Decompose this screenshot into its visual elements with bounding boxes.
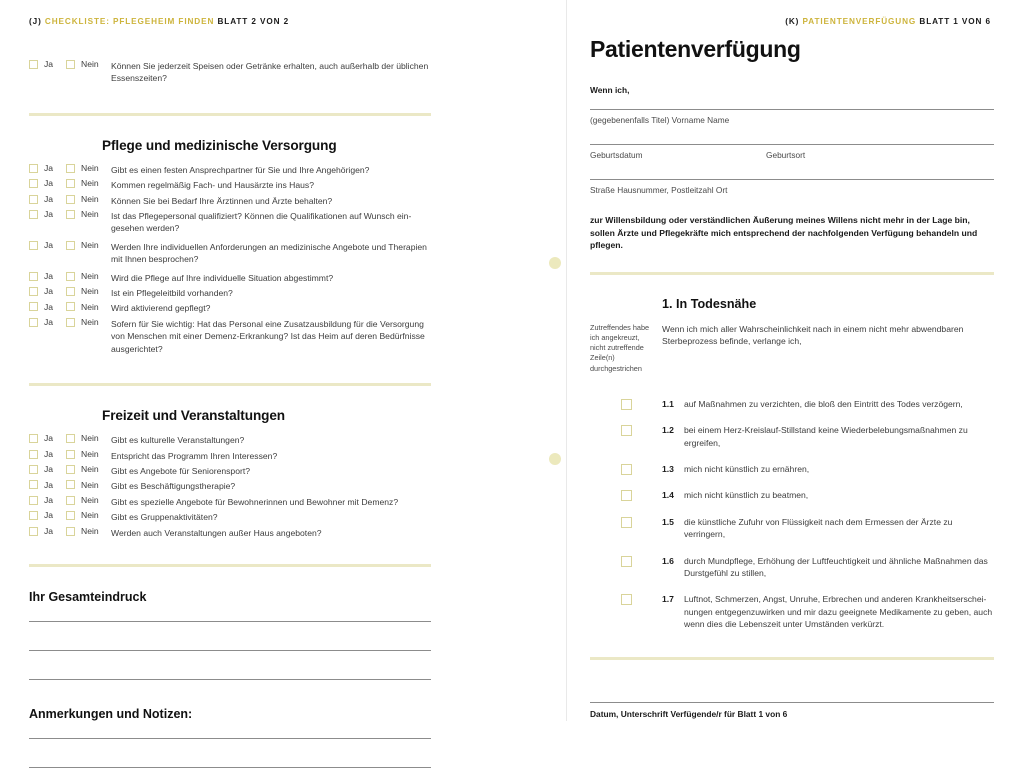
checkbox-nein-icon[interactable] [66, 60, 75, 69]
impression-heading: Ihr Gesamteindruck [29, 589, 147, 604]
left-running-head-sheet: BLATT 2 VON 2 [217, 17, 290, 26]
numbered-items-list [590, 398, 994, 631]
section-pflege-questions [29, 164, 431, 355]
option-ja[interactable] [29, 272, 66, 281]
option-ja[interactable] [29, 527, 66, 536]
option-nein-label: Nein [81, 209, 99, 220]
gutter-dot-icon [549, 453, 561, 465]
option-ja[interactable] [29, 60, 66, 69]
checklist-question-text: Wird die Pflege auf Ihre individuelle Situation abgestimmt? [111, 272, 334, 283]
option-ja[interactable] [29, 210, 66, 219]
checklist-question-text: Ist das Pflegepersonal qualifiziert? Können die Qualifikationen auf Wunsch ein-gesehen werden? [111, 211, 412, 234]
option-nein-label: Nein [81, 59, 99, 70]
option-ja-label: Ja [44, 301, 54, 312]
section-heading-pflege: Pflege und medizinische Versorgung [102, 137, 337, 153]
checkbox-ja-icon[interactable] [29, 195, 38, 204]
option-ja[interactable] [29, 511, 66, 520]
checkbox-nein-icon[interactable] [66, 287, 75, 296]
field-birth[interactable] [590, 144, 994, 160]
option-nein[interactable] [66, 195, 111, 204]
option-ja[interactable] [29, 480, 66, 489]
option-nein[interactable] [66, 241, 111, 250]
spacer [29, 91, 431, 113]
numbered-item-checkbox-cell[interactable] [590, 463, 662, 475]
option-nein[interactable] [66, 480, 111, 489]
checkbox-ja-icon[interactable] [29, 434, 38, 443]
spacer [29, 542, 431, 564]
option-nein[interactable] [66, 527, 111, 536]
option-ja[interactable] [29, 450, 66, 459]
checklist-row[interactable] [29, 511, 431, 523]
numbered-item-checkbox-cell[interactable] [590, 398, 662, 410]
notes-heading: Anmerkungen und Notizen: [29, 706, 193, 721]
option-ja-label: Ja [44, 525, 54, 536]
option-ja-label: Ja [44, 317, 54, 328]
checklist-row[interactable] [29, 287, 431, 299]
footer-divider-wrap [590, 657, 994, 660]
field-caption-geburtsort: Geburtsort [766, 150, 806, 160]
checklist-row[interactable] [29, 241, 431, 266]
option-ja-label: Ja [44, 433, 54, 444]
field-caption: (gegebenenfalls Titel) Vorname Name [590, 115, 730, 125]
checklist-question-text: Ist ein Pflegeleitbild vorhanden? [111, 288, 233, 299]
option-ja[interactable] [29, 241, 66, 250]
option-nein[interactable] [66, 287, 111, 296]
numbered-item-number: 1.7 [662, 594, 674, 605]
option-ja[interactable] [29, 318, 66, 327]
checklist-row[interactable] [29, 450, 431, 462]
checkbox-ja-icon[interactable] [29, 302, 38, 311]
checkbox-icon[interactable] [621, 399, 632, 410]
option-nein[interactable] [66, 318, 111, 327]
spacer [29, 680, 431, 707]
checkbox-nein-icon[interactable] [66, 434, 75, 443]
checkbox-ja-icon[interactable] [29, 450, 38, 459]
option-ja[interactable] [29, 465, 66, 474]
checkbox-ja-icon[interactable] [29, 318, 38, 327]
checklist-question-text: Gibt es kulturelle Veranstaltungen? [111, 435, 245, 446]
numbered-item-number: 1.6 [662, 555, 674, 566]
left-running-head [29, 17, 289, 26]
numbered-item-number: 1.1 [662, 398, 674, 409]
numbered-item-number: 1.4 [662, 490, 674, 501]
checkbox-ja-icon[interactable] [29, 465, 38, 474]
numbered-item-row[interactable] [590, 489, 994, 501]
option-nein[interactable] [66, 60, 111, 69]
option-ja-label: Ja [44, 286, 54, 297]
checkbox-nein-icon[interactable] [66, 527, 75, 536]
option-nein-label: Nein [81, 286, 99, 297]
checklist-question-text: Entspricht das Programm Ihren Interessen? [111, 450, 278, 461]
option-nein[interactable] [66, 450, 111, 459]
option-nein-label: Nein [81, 433, 99, 444]
section-intro-text: Wenn ich mich aller Wahrscheinlichkeit nach in einem nicht mehr abwendbaren Sterbeprozess befinde, verlange ich, [662, 323, 964, 347]
numbered-item-text: auf Maßnahmen zu verzichten, die bloß den Eintritt des Todes verzögern, [684, 398, 963, 409]
option-nein-label: Nein [81, 301, 99, 312]
spacer [29, 386, 431, 408]
gutter-dot-icon [549, 257, 561, 269]
checkbox-ja-icon[interactable] [29, 272, 38, 281]
checklist-row[interactable] [29, 527, 431, 539]
spacer [29, 116, 431, 138]
left-page-body [29, 60, 431, 768]
checklist-row[interactable] [29, 272, 431, 284]
field-caption: Straße Hausnummer, Postleitzahl Ort [590, 185, 728, 195]
checklist-question-text: Können Sie bei Bedarf Ihre Ärztinnen und Ärzte behalten? [111, 195, 333, 206]
option-nein-label: Nein [81, 479, 99, 490]
checklist-row[interactable] [29, 465, 431, 477]
declaration-statement: zur Willensbildung oder verständlichen Äußerung meines Willens nicht mehr in der Lage bin, sollen Ärzte und Pflegekräfte mich entsprechend der nachfolgenden Verfügung behandeln und pflegen. [590, 215, 978, 251]
write-line[interactable] [29, 650, 431, 651]
right-running-head-sheet: BLATT 1 VON 6 [919, 17, 991, 26]
numbered-item-checkbox-cell[interactable] [590, 489, 662, 501]
option-nein-label: Nein [81, 317, 99, 328]
right-running-head-key: (K) [785, 17, 800, 26]
option-nein-label: Nein [81, 193, 99, 204]
checkbox-nein-icon[interactable] [66, 480, 75, 489]
checkbox-icon[interactable] [621, 425, 632, 436]
checkbox-nein-icon[interactable] [66, 450, 75, 459]
option-ja[interactable] [29, 287, 66, 296]
checklist-row[interactable] [29, 195, 431, 207]
numbered-item-row[interactable] [590, 398, 994, 410]
signature-caption: Datum, Unterschrift Verfügende/r für Blatt 1 von 6 [590, 708, 788, 719]
option-ja[interactable] [29, 434, 66, 443]
option-nein-label: Nein [81, 163, 99, 174]
option-nein-label: Nein [81, 178, 99, 189]
checklist-row[interactable] [29, 60, 431, 85]
option-nein-label: Nein [81, 494, 99, 505]
numbered-item-checkbox-cell[interactable] [590, 555, 662, 567]
right-page-body [590, 36, 994, 719]
checklist-question-text: Werden auch Veranstaltungen außer Haus angeboten? [111, 527, 322, 538]
numbered-item-row[interactable] [590, 463, 994, 475]
field-caption-row [590, 145, 994, 160]
checkbox-ja-icon[interactable] [29, 164, 38, 173]
option-nein[interactable] [66, 465, 111, 474]
option-ja-label: Ja [44, 240, 54, 251]
checklist-row[interactable] [29, 496, 431, 508]
checkbox-icon[interactable] [621, 556, 632, 567]
checkbox-ja-icon[interactable] [29, 241, 38, 250]
option-nein[interactable] [66, 511, 111, 520]
checklist-question-text: Gibt es einen festen Ansprechpartner für Sie und Ihre Angehörigen? [111, 164, 370, 175]
option-nein[interactable] [66, 210, 111, 219]
option-nein[interactable] [66, 179, 111, 188]
option-ja[interactable] [29, 496, 66, 505]
spacer [590, 374, 994, 384]
checkbox-ja-icon[interactable] [29, 210, 38, 219]
numbered-item-checkbox-cell[interactable] [590, 424, 662, 436]
checkbox-icon[interactable] [621, 517, 632, 528]
numbered-item-text: mich nicht künstlich zu ernähren, [684, 464, 810, 475]
option-nein-label: Nein [81, 510, 99, 521]
numbered-item-text: durch Mundpflege, Erhöhung der Luftfeuchtigkeit und ähnliche Maßnahmen das Durstgefühl zu stillen, [684, 555, 988, 579]
checkbox-ja-icon[interactable] [29, 179, 38, 188]
checkbox-nein-icon[interactable] [66, 465, 75, 474]
section-freizeit-questions [29, 434, 431, 539]
checkbox-nein-icon[interactable] [66, 302, 75, 311]
numbered-item-row[interactable] [590, 555, 994, 580]
section-divider [590, 657, 994, 660]
right-running-head-title: PATIENTENVERFÜGUNG [802, 17, 917, 26]
checklist-row[interactable] [29, 179, 431, 191]
numbered-item-checkbox-cell[interactable] [590, 516, 662, 528]
checkbox-nein-icon[interactable] [66, 318, 75, 327]
checklist-row[interactable] [29, 210, 431, 235]
numbered-item-number: 1.5 [662, 516, 674, 527]
numbered-item-row[interactable] [590, 593, 994, 630]
checklist-question-text: Gibt es Angebote für Seniorensport? [111, 465, 251, 476]
checkbox-ja-icon[interactable] [29, 527, 38, 536]
numbered-item-text: bei einem Herz-Kreislauf-Stillstand keine Wiederbelebungsmaßnahmen zu ergreifen, [684, 425, 968, 448]
checkbox-nein-icon[interactable] [66, 511, 75, 520]
option-nein[interactable] [66, 164, 111, 173]
numbered-item-number: 1.3 [662, 464, 674, 475]
checkbox-icon[interactable] [621, 464, 632, 475]
checkbox-icon[interactable] [621, 594, 632, 605]
spacer [29, 361, 431, 383]
checklist-question-text: Gibt es Beschäftigungstherapie? [111, 481, 236, 492]
option-ja[interactable] [29, 164, 66, 173]
field-caption-geburtsdatum: Geburtsdatum [590, 150, 643, 160]
checklist-question-text: Können Sie jederzeit Speisen oder Getränke erhalten, auch außerhalb der üblichen Essenszeiten? [111, 61, 429, 84]
checkbox-ja-icon[interactable] [29, 60, 38, 69]
option-nein-label: Nein [81, 525, 99, 536]
numbered-item-text: mich nicht künstlich zu beatmen, [684, 490, 809, 501]
checklist-question-text: Kommen regelmäßig Fach- und Hausärzte ins Haus? [111, 180, 314, 191]
numbered-item-text: die künstliche Zufuhr von Flüssigkeit nach dem Ermessen der Ärzte zu verringern, [684, 516, 953, 540]
option-nein[interactable] [66, 272, 111, 281]
checklist-question-text: Werden Ihre individuellen Anforderungen an medizinische Angebote und Therapien mit Ihnen besprochen? [111, 241, 427, 265]
option-nein[interactable] [66, 496, 111, 505]
option-ja-label: Ja [44, 270, 54, 281]
option-ja-label: Ja [44, 510, 54, 521]
checkbox-nein-icon[interactable] [66, 210, 75, 219]
checkbox-nein-icon[interactable] [66, 241, 75, 250]
spacer [590, 275, 994, 297]
checklist-question-text: Sofern für Sie wichtig: Hat das Personal eine Zusatzausbildung für die Versorgung von Menschen mit einer Demenz-Erkrankung? Ist das Heim auf deren Bedürfnisse ausgerichtet? [111, 318, 425, 354]
page-title: Patientenverfügung [590, 36, 801, 62]
option-nein-label: Nein [81, 240, 99, 251]
checklist-question-text: Gibt es Gruppenaktivitäten? [111, 512, 218, 523]
right-running-head [785, 17, 991, 26]
option-ja-label: Ja [44, 494, 54, 505]
option-nein[interactable] [66, 434, 111, 443]
checklist-row[interactable] [29, 164, 431, 176]
checkbox-ja-icon[interactable] [29, 480, 38, 489]
checkbox-ja-icon[interactable] [29, 496, 38, 505]
spacer [29, 567, 431, 590]
section-intro-row [590, 323, 994, 374]
lead-text: Wenn ich, [590, 85, 630, 95]
field-name[interactable] [590, 109, 994, 125]
numbered-item-number: 1.2 [662, 425, 674, 436]
checklist-row[interactable] [29, 302, 431, 314]
option-ja-label: Ja [44, 193, 54, 204]
write-line[interactable] [29, 738, 431, 739]
checkbox-nein-icon[interactable] [66, 195, 75, 204]
option-ja-label: Ja [44, 209, 54, 220]
option-ja[interactable] [29, 302, 66, 311]
checklist-row[interactable] [29, 434, 431, 446]
impression-write-lines[interactable] [29, 621, 431, 680]
checkbox-ja-icon[interactable] [29, 287, 38, 296]
option-ja-label: Ja [44, 163, 54, 174]
write-line[interactable] [29, 621, 431, 622]
option-ja[interactable] [29, 179, 66, 188]
option-ja-label: Ja [44, 464, 54, 475]
section-heading-todesnaehe: 1. In Todesnähe [662, 296, 757, 311]
checkbox-nein-icon[interactable] [66, 496, 75, 505]
option-ja-label: Ja [44, 59, 54, 70]
margin-note: Zutreffendes habe ich angekreuzt, nicht zutreffende Zeile(n) durchgestrichen [590, 322, 650, 373]
checkbox-nein-icon[interactable] [66, 164, 75, 173]
checkbox-nein-icon[interactable] [66, 179, 75, 188]
left-running-head-title: CHECKLISTE: PFLEGEHEIM FINDEN [44, 17, 215, 26]
checkbox-ja-icon[interactable] [29, 511, 38, 520]
checklist-question-text: Wird aktivierend gepflegt? [111, 303, 211, 314]
option-nein-label: Nein [81, 464, 99, 475]
section-heading-freizeit: Freizeit und Veranstaltungen [102, 408, 286, 424]
numbered-item-checkbox-cell[interactable] [590, 593, 662, 605]
checkbox-icon[interactable] [621, 490, 632, 501]
option-ja[interactable] [29, 195, 66, 204]
checklist-row[interactable] [29, 480, 431, 492]
option-nein[interactable] [66, 302, 111, 311]
option-nein-label: Nein [81, 448, 99, 459]
option-ja-label: Ja [44, 479, 54, 490]
option-nein-label: Nein [81, 270, 99, 281]
checkbox-nein-icon[interactable] [66, 272, 75, 281]
numbered-item-row[interactable] [590, 424, 994, 449]
checklist-question-text: Gibt es spezielle Angebote für Bewohnerinnen und Bewohner mit Demenz? [111, 496, 399, 507]
numbered-item-text: Luftnot, Schmerzen, Angst, Unruhe, Erbrechen und anderen Krankheitserschei-nungen entgegenzuwirken und mir dazu geeignete Medikamente zu geben, auch wenn dies die Lebenszeit unter Umständen verkürzt. [684, 594, 993, 630]
left-running-head-key: (J) [29, 17, 42, 26]
numbered-item-row[interactable] [590, 516, 994, 541]
notes-write-lines[interactable] [29, 738, 431, 768]
field-address[interactable] [590, 179, 994, 195]
checklist-row[interactable] [29, 318, 431, 355]
option-ja-label: Ja [44, 178, 54, 189]
option-ja-label: Ja [44, 448, 54, 459]
